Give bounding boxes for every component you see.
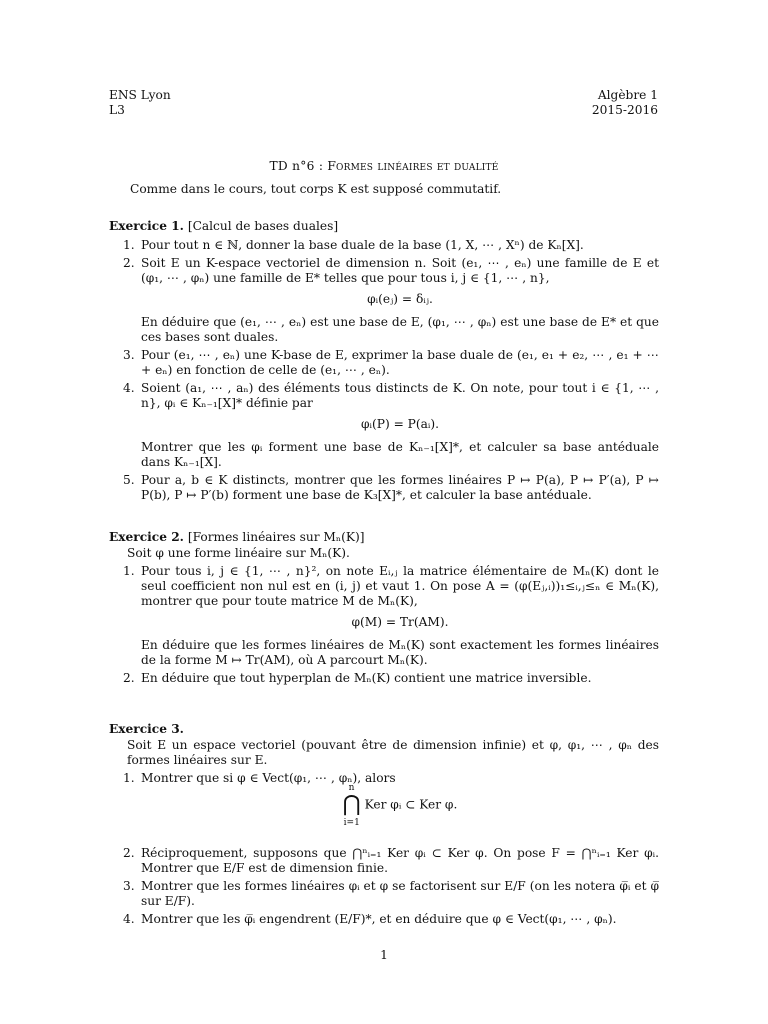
exercise-1-heading	[109, 219, 659, 235]
exercise-2-list	[109, 564, 659, 686]
equation: φᵢ(eⱼ) = δᵢⱼ.	[367, 292, 433, 306]
exercise-2	[109, 530, 659, 686]
list-item: 1. Pour tous i, j ∈ {1, ⋯ , n}², on note Eᵢ,ⱼ la matrice élémentaire de Mₙ(K) dont le seul coefficient non nul est en (i, j) et vaut 1. On pose A = (φ(Eⱼ,ᵢ))₁≤ᵢ,ⱼ≤ₙ ∈ Mₙ(K), montrer que pour toute matrice M de Mₙ(K), φ(M) = Tr(AM). En déduire que les formes linéaires de Mₙ(K) sont exactement les formes linéaires de la forme M ↦ Tr(AM), où A parcourt Mₙ(K).	[123, 564, 659, 667]
list-item: 4. Montrer que les φ̅ᵢ engendrent (E/F)*, et en déduire que φ ∈ Vect(φ₁, ⋯ , φₙ).	[123, 912, 617, 926]
exercise-1-topic: [Calcul de bases duales]	[187, 219, 339, 233]
equation: φ(M) = Tr(AM).	[351, 615, 449, 629]
exercise-2-topic: [Formes linéaires sur Mₙ(K)]	[187, 530, 365, 544]
list-item: 2. Soit E un K-espace vectoriel de dimension n. Soit (e₁, ⋯ , eₙ) une famille de E et (φ₁, ⋯ , φₙ) une famille de E* telles que pour tous i, j ∈ {1, ⋯ , n}, φᵢ(eⱼ) = δᵢⱼ. En déduire que (e₁, ⋯ , eₙ) est une base de E, (φ₁, ⋯ , φₙ) est une base de E* et que ces bases sont duales.	[123, 256, 659, 344]
header-right	[592, 88, 658, 118]
list-item: 4. Soient (a₁, ⋯ , aₙ) des éléments tous distincts de K. On note, pour tout i ∈ {1, ⋯ , n}, φᵢ ∈ Kₙ₋₁[X]* définie par φᵢ(P) = P(aᵢ). Montrer que les φᵢ forment une base de Kₙ₋₁[X]*, et calculer sa base antéduale dans Kₙ₋₁[X].	[123, 381, 659, 469]
page-number: 1	[380, 948, 388, 962]
page-title	[0, 158, 768, 174]
exercise-3-intro: Soit E un espace vectoriel (pouvant être de dimension infinie) et φ, φ₁, ⋯ , φₙ des formes linéaires sur E.	[127, 738, 659, 767]
equation: n ⋂ i=1 Ker φᵢ ⊂ Ker φ.	[342, 783, 458, 828]
list-item: 2. Réciproquement, supposons que ⋂ⁿᵢ₌₁ Ker φᵢ ⊂ Ker φ. On pose F = ⋂ⁿᵢ₌₁ Ker φᵢ. Montrer que E/F est de dimension finie.	[123, 846, 659, 875]
exercise-1-label: Exercice 1.	[109, 219, 184, 233]
institution: ENS Lyon	[109, 88, 171, 102]
list-item: 5. Pour a, b ∈ K distincts, montrer que les formes linéaires P ↦ P(a), P ↦ P′(a), P ↦ P(b), P ↦ P′(b) forment une base de K₃[X]*, et calculer la base antéduale.	[123, 473, 659, 502]
list-item: 3. Montrer que les formes linéaires φᵢ et φ se factorisent sur E/F (on les notera φ̅ᵢ et φ̅ sur E/F).	[123, 879, 659, 908]
equation: φᵢ(P) = P(aᵢ).	[361, 417, 439, 431]
intro-text: Comme dans le cours, tout corps K est supposé commutatif.	[130, 182, 502, 196]
exercise-3-heading	[109, 722, 659, 738]
td-subject: Formes linéaires et dualité	[327, 158, 499, 173]
academic-year: 2015-2016	[591, 103, 658, 117]
exercise-1	[109, 219, 659, 503]
header-left	[109, 88, 171, 118]
exercise-3-label: Exercice 3.	[109, 722, 184, 736]
exercise-3	[109, 722, 659, 927]
td-number: TD n°6 :	[269, 159, 324, 173]
level: L3	[109, 103, 125, 117]
list-item: 2. En déduire que tout hyperplan de Mₙ(K) contient une matrice inversible.	[123, 671, 592, 685]
big-intersection-symbol: n ⋂ i=1	[342, 783, 361, 828]
exercise-2-intro: Soit φ une forme linéaire sur Mₙ(K).	[127, 546, 350, 560]
list-item: 3. Pour (e₁, ⋯ , eₙ) une K-base de E, exprimer la base duale de (e₁, e₁ + e₂, ⋯ , e₁ + ⋯ + eₙ) en fonction de celle de (e₁, ⋯ , eₙ).	[123, 348, 659, 377]
list-item: 1. Montrer que si φ ∈ Vect(φ₁, ⋯ , φₙ), alors n ⋂ i=1 Ker φᵢ ⊂ Ker φ.	[109, 771, 659, 836]
exercise-2-label: Exercice 2.	[109, 530, 184, 544]
list-item: 1. Pour tout n ∈ ℕ, donner la base duale de la base (1, X, ⋯ , Xⁿ) de Kₙ[X].	[123, 238, 584, 252]
exercise-3-list	[109, 771, 659, 927]
exercise-2-heading	[109, 530, 659, 546]
course-name: Algèbre 1	[597, 88, 658, 102]
exercise-1-list	[109, 238, 659, 503]
